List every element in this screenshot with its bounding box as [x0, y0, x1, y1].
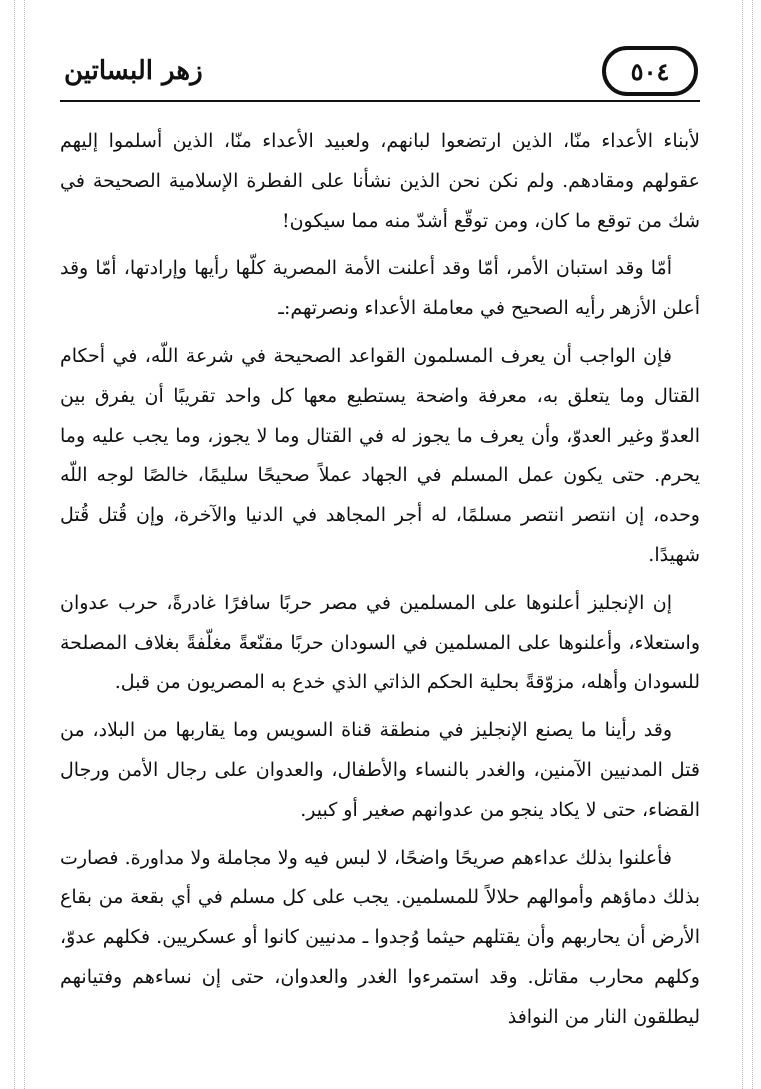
header-rule [60, 100, 700, 102]
paragraph-2: أمّا وقد استبان الأمر، أمّا وقد أعلنت الأمة المصرية كلّها رأيها وإرادتها، أمّا وقد أعلن الأزهر رأيه الصحيح في معاملة الأعداء ونصرتهم:ـ [60, 257, 700, 320]
page-body [60, 122, 700, 1046]
paragraph-5: وقد رأينا ما يصنع الإنجليز في منطقة قناة السويس وما يقاربها من البلاد، من قتل المدنيين الآمنين، والغدر بالنساء والأطفال، والعدوان على رجال الأمن ورجال القضاء، حتى لا يكاد ينجو من عدوانهم صغير أو كبير. [60, 719, 700, 821]
page-edge-left-inner [24, 0, 25, 1089]
page-edge-left-outer [14, 0, 15, 1089]
paragraph-1: لأبناء الأعداء منّا، الذين ارتضعوا لبانهم، ولعبيد الأعداء منّا، الذين أسلموا إليهم عقولهم ومقادهم. ولم نكن نحن الذين نشأنا على الفطرة الإسلامية الصحيحة في شك من توقع ما كان، ومن توقّع أشدّ منه مما سيكون! [60, 130, 700, 232]
paragraph-3: فإن الواجب أن يعرف المسلمون القواعد الصحيحة في شرعة اللّه، في أحكام القتال وما يتعلق به، معرفة واضحة يستطيع معها كل واحد تقريبًا أن يفرق بين العدوّ وغير العدوّ، وأن يعرف ما يجوز له في القتال وما لا يجوز، وما يجب عليه وما يحرم. حتى يكون عمل المسلم في الجهاد عملاً صحيحًا سليمًا، خالصًا لوجه اللّه وحده، إن انتصر انتصر مسلمًا، له أجر المجاهد في الدنيا والآخرة، وإن قُتل قُتل شهيدًا. [60, 344, 700, 566]
paragraph-6: فأعلنوا بذلك عداءهم صريحًا واضحًا، لا لبس فيه ولا مجاملة ولا مداورة. فصارت بذلك دماؤهم وأموالهم حلالاً للمسلمين. يجب على كل مسلم في أي بقعة من بقاع الأرض أن يحاربهم وأن يقتلهم حيثما وُجدوا ـ مدنيين كانوا أو عسكريين. فكلهم عدوّ، وكلهم محارب مقاتل. وقد استمرءوا الغدر والعدوان، حتى إن نساءهم وفتيانهم ليطلقون النار من النوافذ [60, 846, 700, 1028]
running-title: زهر البساتين [64, 56, 203, 86]
page-header [60, 44, 700, 102]
page-edge-right-inner [742, 0, 743, 1089]
page-number: ٥٠٤ [602, 46, 698, 96]
page-edge-right-outer [752, 0, 753, 1089]
paragraph-4: إن الإنجليز أعلنوها على المسلمين في مصر حربًا سافرًا غادرةً، حرب عدوان واستعلاء، وأعلنوها على المسلمين في السودان حربًا مقنّعةً مغلّفةً بغلاف المصلحة للسودان وأهله، مزوّقةً بحلية الحكم الذاتي الذي خدع به المصريون من قبل. [60, 591, 700, 694]
